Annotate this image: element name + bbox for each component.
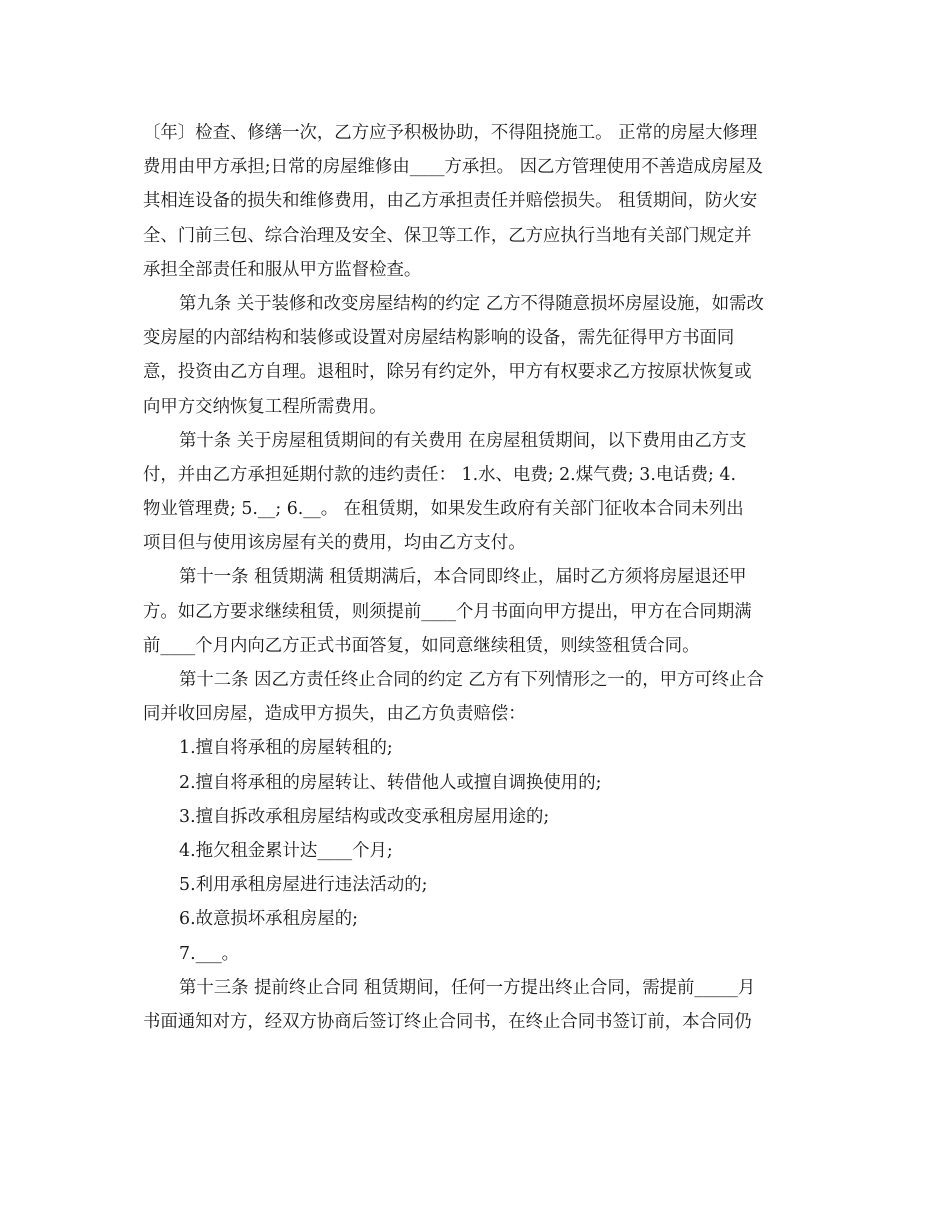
text-line: 〔年〕检查、修缮一次，乙方应予积极协助，不得阻挠施工。 正常的房屋大修理 (143, 123, 758, 143)
list-item: 2.擅自将承租的房屋转让、转借他人或擅自调换使用的; (179, 772, 602, 793)
text-line: 意，投资由乙方自理。退租时，除另有约定外，甲方有权要求乙方按原状恢复或 (143, 362, 752, 383)
article-12-heading-line: 第十二条 因乙方责任终止合同的约定 乙方有下列情形之一的，甲方可终止合 (179, 670, 764, 690)
text-line: 全、门前三包、综合治理及安全、保卫等工作，乙方应执行当地有关部门规定并 (143, 225, 752, 246)
article-9-heading-line: 第九条 关于装修和改变房屋结构的约定 乙方不得随意损坏房屋设施，如需改 (179, 293, 764, 314)
text-line: 物业管理费; 5.__; 6.__。 在租赁期，如果发生政府有关部门征收本合同未列出 (143, 499, 744, 520)
list-item: 7.___。 (179, 943, 240, 964)
list-item: 3.擅自拆改承租房屋结构或改变承租房屋用途的; (179, 806, 550, 827)
text-line: 其相连设备的损失和维修费用，由乙方承担责任并赔偿损失。 租赁期间，防火安 (143, 191, 758, 212)
article-13-heading-line: 第十三条 提前终止合同 租赁期间，任何一方提出终止合同，需提前_____月 (179, 977, 756, 998)
list-item: 6.故意损坏承租房屋的; (179, 909, 358, 930)
list-item: 5.利用承租房屋进行违法活动的; (179, 875, 428, 896)
text-line: 变房屋的内部结构和装修或设置对房屋结构影响的设备，需先征得甲方书面同 (143, 328, 735, 349)
document-body (143, 116, 809, 1039)
text-line: 方。如乙方要求继续租赁，则须提前____个月书面向甲方提出，甲方在合同期满 (143, 601, 752, 622)
article-10-heading-line: 第十条 关于房屋租赁期间的有关费用 在房屋租赁期间，以下费用由乙方支 (179, 430, 747, 451)
text-line: 同并收回房屋，造成甲方损失，由乙方负责赔偿： (143, 704, 526, 725)
text-line: 前____个月内向乙方正式书面答复，如同意继续租赁，则续签租赁合同。 (143, 635, 700, 656)
list-item: 4.拖欠租金累计达____个月; (179, 840, 393, 861)
article-11-heading-line: 第十一条 租赁期满 租赁期满后，本合同即终止，届时乙方须将房屋退还甲 (179, 567, 747, 588)
text-line: 费用由甲方承担;日常的房屋维修由____方承担。 因乙方管理使用不善造成房屋及 (143, 157, 764, 178)
text-line: 书面通知对方，经双方协商后签订终止合同书，在终止合同书签订前，本合同仍 (143, 1011, 752, 1032)
list-item: 1.擅自将承租的房屋转租的; (179, 738, 393, 759)
text-line: 向甲方交纳恢复工程所需费用。 (143, 396, 387, 417)
text-line: 承担全部责任和服从甲方监督检查。 (143, 259, 422, 280)
text-line: 付，并由乙方承担延期付款的违约责任： 1.水、电费; 2.煤气费; 3.电话费; 4. (143, 464, 736, 485)
text-line: 项目但与使用该房屋有关的费用，均由乙方支付。 (143, 533, 526, 554)
